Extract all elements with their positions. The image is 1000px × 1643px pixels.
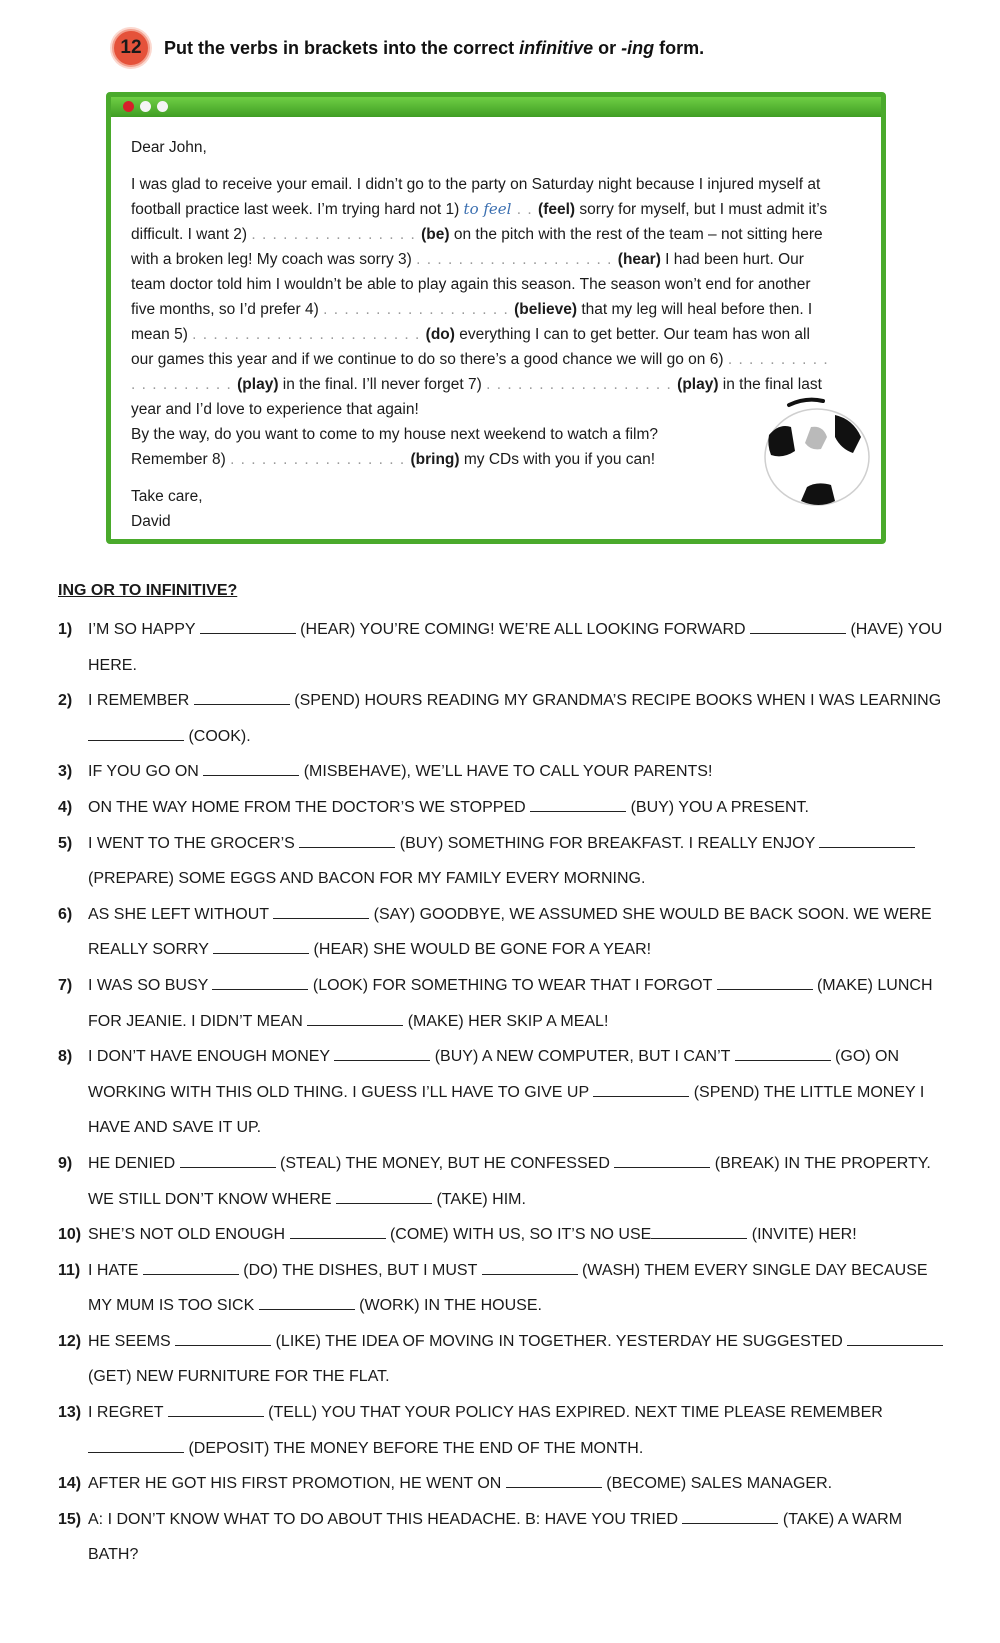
red-dot-icon [123,101,134,112]
item-text: (HEAR) YOU’RE COMING! WE’RE ALL LOOKING FORWARD [295,621,751,638]
item-text: I WENT TO THE GROCER’S [88,834,300,852]
item-number: 11) [58,1261,81,1279]
exercise-item [58,1217,948,1253]
item-number: 10) [58,1226,82,1244]
answer-blank[interactable] [175,1329,271,1346]
answer-blank[interactable] [614,1151,710,1168]
item-number: 6) [58,905,73,923]
letter-paragraph-1: I was glad to receive your email. I didn’t go to the party on Saturday night because I injured myself at football practice last week. I’m trying hard not 1) to feel . . (feel) sorry for myself, but I must admit it’s difficult. I want 2) . . . . . . . . . . . . . . . . (be) on the pitch with the rest of the team – not sitting here with a broken leg! My coach was sorry 3) . . . . . . . . . . . . . . . . . . . (hear) I had been hurt. Our team doctor told him I wouldn’t be able to play again this season. The season won’t end for another five months, so I’d prefer 4) . . . . . . . . . . . . . . . . . . (believe) that my leg will heal before then. I mean 5) . . . . . . . . . . . . . . . . . . . . . . (do) everything I can to get better. Our team has won all our games this year and if we continue to do so there’s a good chance we will go on 6) . . . . . . . . . . . . . . . . . . . . (play) in the final. I’ll never forget 7) . . . . . . . . . . . . . . . . . . (play) in the final last year and I’d love to experience that again! [131,176,829,418]
answer-blank[interactable] [299,831,395,848]
item-number: 7) [58,976,73,994]
item-text: (STEAL) THE MONEY, BUT HE CONFESSED [275,1154,615,1172]
item-text: HE DENIED [88,1154,180,1172]
white-dot-icon [140,101,151,112]
item-text: (WORK) IN THE HOUSE. [354,1297,542,1315]
exercise-item [58,1039,948,1146]
item-text: (MISBEHAVE), WE’LL HAVE TO CALL YOUR PARENTS! [299,763,713,781]
gap-5[interactable]: . . . . . . . . . . . . . . . . . . . . . . [192,326,426,343]
answer-blank[interactable] [88,1436,184,1453]
item-number: 5) [58,834,73,852]
answer-blank[interactable] [307,1009,403,1026]
answer-blank[interactable] [143,1258,239,1275]
item-text: I REMEMBER [88,692,194,710]
answer-blank[interactable] [750,617,846,634]
answer-blank[interactable] [200,617,296,634]
exercise-item [58,1146,948,1217]
letter-paragraph-2: By the way, do you want to come to my house next weekend to watch a film? Remember 8) . . . . . . . . . . . . . . . . . (bring) my CDs with you if you can! [131,426,658,468]
letter-body [131,135,859,534]
item-text: (BREAK) IN THE PROPERTY. WE STILL DON’T KNOW WHERE [88,1154,931,1208]
exercise-item [58,968,948,1039]
item-number: 15) [58,1510,82,1528]
exercise-item [58,1502,948,1573]
answer-blank[interactable] [593,1080,689,1097]
item-number: 13) [58,1404,82,1422]
item-text: (COOK). [184,727,251,745]
white-dot-icon [157,101,168,112]
item-number: 12) [58,1332,82,1350]
exercise-item [58,1466,948,1502]
item-number: 2) [58,692,73,710]
item-number: 3) [58,763,73,781]
exercise-item [58,790,948,826]
answer-blank[interactable] [212,973,308,990]
item-text: (TAKE) A WARM BATH? [88,1510,903,1564]
exercise-item [58,683,948,754]
item-text: (LIKE) THE IDEA OF MOVING IN TOGETHER. YESTERDAY HE SUGGESTED [271,1332,848,1350]
letter-card [106,92,886,544]
answer-blank[interactable] [203,759,299,776]
item-text: (MAKE) HER SKIP A MEAL! [403,1012,609,1030]
exercise-item [58,1395,948,1466]
answer-blank[interactable] [88,724,184,741]
item-number: 1) [58,621,73,638]
answer-blank[interactable] [819,831,915,848]
item-text: (LOOK) FOR SOMETHING TO WEAR THAT I FORGOT [308,976,717,994]
exercise-instruction: Put the verbs in brackets into the correct infinitive or -ing form. [164,37,705,58]
item-text: I’M SO HAPPY [88,621,200,638]
answer-blank[interactable] [290,1222,386,1239]
item-text: (WASH) THEM EVERY SINGLE DAY BECAUSE MY MUM IS TOO SICK [88,1261,928,1315]
exercise-number-badge: 12 [112,29,150,67]
item-text: (BECOME) SALES MANAGER. [601,1475,833,1493]
item-text: (TAKE) HIM. [432,1190,526,1208]
answer-blank[interactable] [180,1151,276,1168]
exercise-item [58,754,948,790]
exercise-item [58,612,948,683]
item-number: 9) [58,1154,73,1172]
item-text: AS SHE LEFT WITHOUT [88,905,274,923]
exercise-header [112,28,704,68]
item-text: (HEAR) SHE WOULD BE GONE FOR A YEAR! [309,941,652,959]
exercise-item [58,1324,948,1395]
answer-blank[interactable] [336,1187,432,1204]
exercise-items-list [58,612,948,1573]
item-text: (COME) WITH US, SO IT’S NO USE [385,1226,652,1244]
answer-blank[interactable] [735,1044,831,1061]
item-text: (BUY) SOMETHING FOR BREAKFAST. I REALLY ENJOY [395,834,820,852]
item-text: I DON’T HAVE ENOUGH MONEY [88,1048,335,1066]
item-text: (DO) THE DISHES, BUT I MUST [238,1261,482,1279]
item-text: (GET) NEW FURNITURE FOR THE FLAT. [88,1368,390,1386]
item-text: HE SEEMS [88,1332,176,1350]
item-text: (GO) ON WORKING WITH THIS OLD THING. I GUESS I’LL HAVE TO GIVE UP [88,1048,900,1101]
answer-blank[interactable] [506,1471,602,1488]
item-text: ON THE WAY HOME FROM THE DOCTOR’S WE STOPPED [88,798,531,816]
item-text: IF YOU GO ON [88,763,204,781]
item-text: (TELL) YOU THAT YOUR POLICY HAS EXPIRED. NEXT TIME PLEASE REMEMBER [263,1404,883,1422]
answer-blank[interactable] [482,1258,578,1275]
answer-blank[interactable] [213,937,309,954]
item-text: (DEPOSIT) THE MONEY BEFORE THE END OF THE MONTH. [184,1439,644,1457]
letter-closing: Take care, [131,488,203,505]
gap-3[interactable]: . . . . . . . . . . . . . . . . . . . [416,251,618,268]
item-text: SHE’S NOT OLD ENOUGH [88,1226,290,1244]
item-text: A: I DON’T KNOW WHAT TO DO ABOUT THIS HEADACHE. B: HAVE YOU TRIED [88,1510,683,1528]
gap-4[interactable]: . . . . . . . . . . . . . . . . . . [323,301,515,318]
answer-blank[interactable] [334,1044,430,1061]
item-text: (SPEND) HOURS READING MY GRANDMA’S RECIPE BOOKS WHEN I WAS LEARNING [289,692,942,710]
item-text: (HAVE) YOU HERE. [88,621,943,674]
letter-greeting: Dear John, [131,139,207,156]
answer-blank[interactable] [682,1507,778,1524]
gap-6[interactable]: . . . . . . . . . . . . . . . . . . . . [131,351,829,393]
item-text: (SPEND) THE LITTLE MONEY I HAVE AND SAVE IT UP. [88,1083,925,1137]
answer-blank[interactable] [717,973,813,990]
item-text: AFTER HE GOT HIS FIRST PROMOTION, HE WENT ON [88,1475,506,1493]
item-number: 14) [58,1475,82,1493]
item-number: 4) [58,798,73,816]
answer-blank[interactable] [194,688,290,705]
gap-1-answer: to feel [463,200,512,218]
answer-blank[interactable] [259,1293,355,1310]
letter-signature: David [131,513,171,530]
exercise-item [58,897,948,968]
item-text: I WAS SO BUSY [88,976,213,994]
exercise-item [58,1253,948,1324]
item-text: (BUY) YOU A PRESENT. [626,798,809,816]
answer-blank[interactable] [651,1222,747,1239]
exercise-item [58,826,948,897]
item-text: (SAY) GOODBYE, WE ASSUMED SHE WOULD BE BACK SOON. WE WERE REALLY SORRY [88,905,932,959]
answer-blank[interactable] [530,795,626,812]
answer-blank[interactable] [847,1329,943,1346]
item-text: (MAKE) LUNCH FOR JEANIE. I DIDN’T MEAN [88,976,933,1030]
item-text: (INVITE) HER! [747,1226,857,1244]
gap-7[interactable]: . . . . . . . . . . . . . . . . . . [486,376,678,393]
soccer-ball-icon [761,397,871,517]
card-title-bar [111,97,881,117]
answer-blank[interactable] [273,902,369,919]
answer-blank[interactable] [168,1400,264,1417]
gap-8[interactable]: . . . . . . . . . . . . . . . . . [230,451,411,468]
item-text: I HATE [88,1261,143,1279]
item-text: I REGRET [88,1404,168,1422]
gap-2[interactable]: . . . . . . . . . . . . . . . . [251,226,422,243]
item-text: (PREPARE) SOME EGGS AND BACON FOR MY FAMILY EVERY MORNING. [88,870,646,888]
item-number: 8) [58,1048,73,1066]
item-text: (BUY) A NEW COMPUTER, BUT I CAN’T [430,1048,735,1066]
section-title: ING OR TO INFINITIVE? [58,582,238,599]
